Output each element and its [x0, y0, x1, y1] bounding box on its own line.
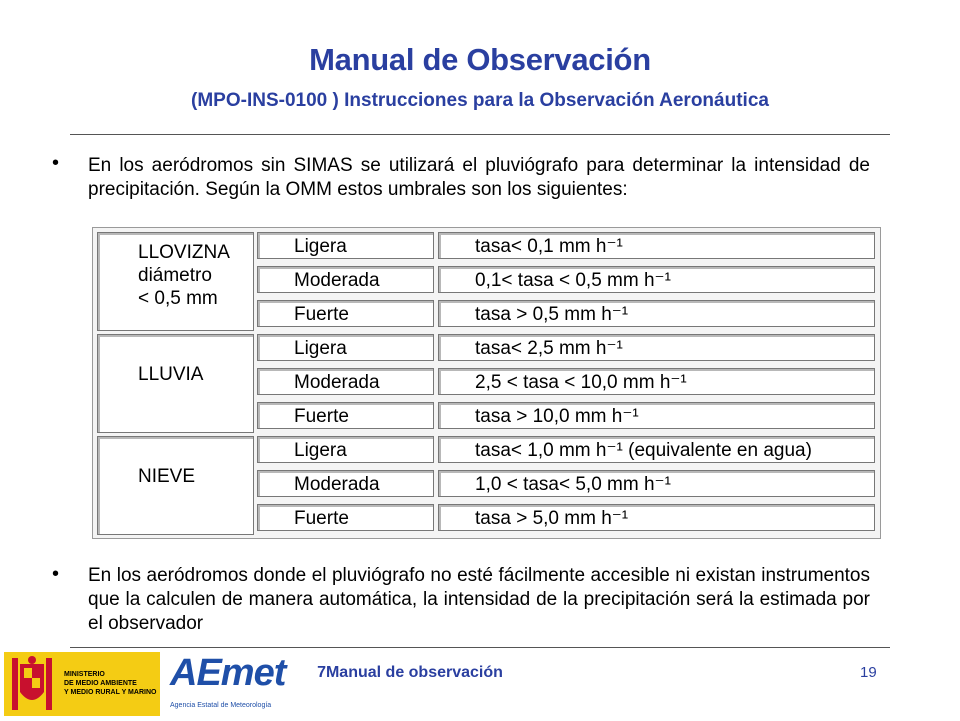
- category-cell: [97, 232, 254, 331]
- footer-label: 7Manual de observación: [317, 664, 503, 681]
- intensity-level-cell: Moderada: [257, 368, 434, 395]
- paragraph-1: En los aeródromos sin SIMAS se utilizará el pluviógrafo para determinar la intensidad de precipitación. Según la OMM estos umbrales son los siguientes:: [88, 155, 870, 200]
- bullet-icon: •: [52, 563, 60, 585]
- category-cell: [97, 436, 254, 535]
- paragraph-2: En los aeródromos donde el pluviógrafo no esté fácilmente accesible ni existan instrumentos que la calculen de manera automática, la intensidad de la precipitación será la estimada por el observador: [88, 565, 870, 634]
- threshold-cell: tasa > 0,5 mm h⁻¹: [438, 300, 875, 327]
- intensity-level-cell: Fuerte: [257, 504, 434, 531]
- category-label: NIEVE: [138, 466, 196, 487]
- ministry-line: MINISTERIO: [64, 671, 105, 678]
- threshold-cell: 2,5 < tasa < 10,0 mm h⁻¹: [438, 368, 875, 395]
- category-cell: [97, 334, 254, 433]
- precipitation-table: [92, 227, 881, 539]
- intensity-level-cell: Fuerte: [257, 300, 434, 327]
- threshold-cell: tasa > 5,0 mm h⁻¹: [438, 504, 875, 531]
- threshold-cell: tasa< 1,0 mm h⁻¹ (equivalente en agua): [438, 436, 875, 463]
- threshold-cell: tasa< 2,5 mm h⁻¹: [438, 334, 875, 361]
- threshold-cell: tasa< 0,1 mm h⁻¹: [438, 232, 875, 259]
- category-label: LLUVIA: [138, 364, 204, 385]
- footer-divider: [70, 647, 890, 648]
- ministry-line: DE MEDIO AMBIENTE: [64, 680, 137, 687]
- page-title: Manual de Observación: [309, 42, 651, 77]
- ministry-logo: [4, 652, 160, 716]
- intensity-level-cell: Ligera: [257, 436, 434, 463]
- intensity-level-cell: Ligera: [257, 334, 434, 361]
- intensity-level-cell: Moderada: [257, 470, 434, 497]
- bullet-icon: •: [52, 152, 60, 174]
- header-divider: [70, 134, 890, 135]
- aemet-logo-text: AEmet: [170, 652, 286, 694]
- threshold-cell: tasa > 10,0 mm h⁻¹: [438, 402, 875, 429]
- category-label: LLOVIZNA diámetro < 0,5 mm: [138, 242, 230, 309]
- page-subtitle: (MPO-INS-0100 ) Instrucciones para la Observación Aeronáutica: [191, 90, 769, 111]
- intensity-level-cell: Fuerte: [257, 402, 434, 429]
- aemet-logo: [168, 652, 288, 716]
- intensity-level-cell: Ligera: [257, 232, 434, 259]
- threshold-cell: 1,0 < tasa< 5,0 mm h⁻¹: [438, 470, 875, 497]
- threshold-cell: 0,1< tasa < 0,5 mm h⁻¹: [438, 266, 875, 293]
- intensity-level-cell: Moderada: [257, 266, 434, 293]
- aemet-caption: Agencia Estatal de Meteorología: [170, 702, 272, 709]
- ministry-line: Y MEDIO RURAL Y MARINO: [64, 689, 157, 696]
- page-number: 19: [860, 664, 877, 681]
